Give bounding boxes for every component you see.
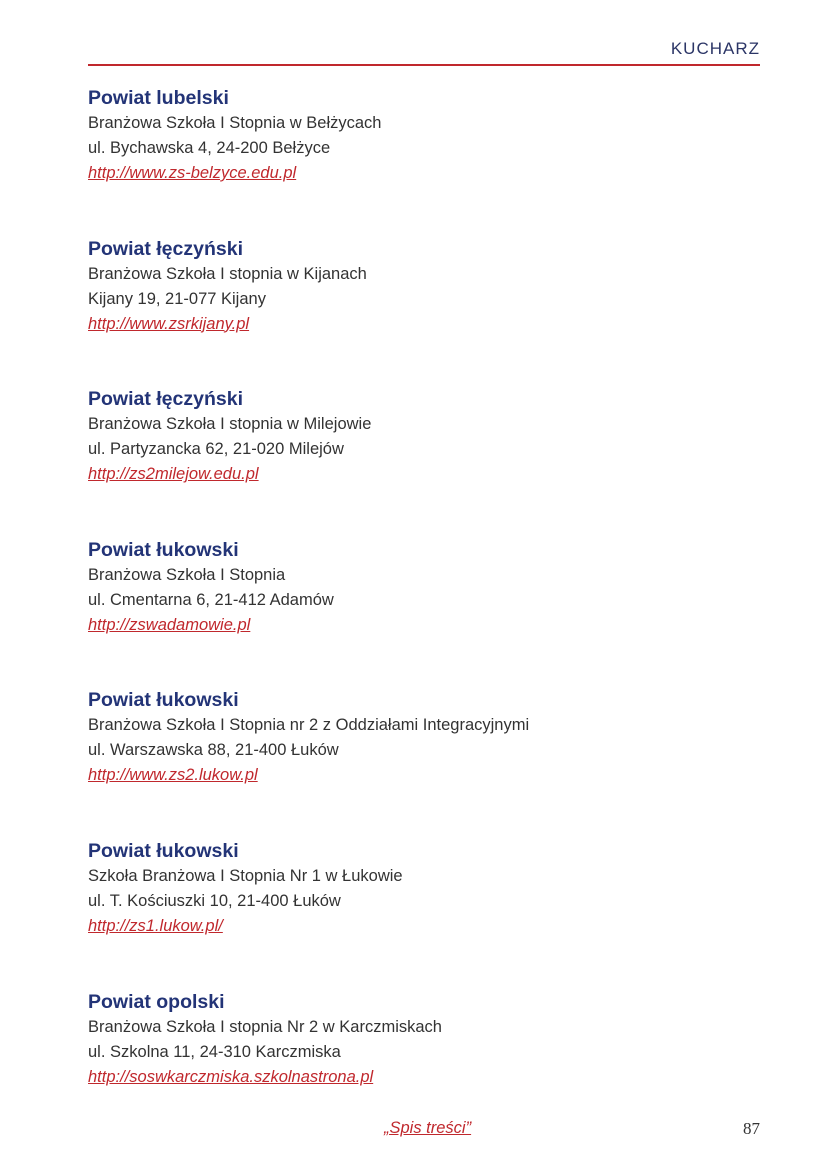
school-website-link[interactable]: http://www.zs-belzyce.edu.pl	[88, 164, 297, 182]
county-heading: Powiat łukowski	[88, 538, 239, 561]
school-address: ul. T. Kościuszki 10, 21-400 Łuków	[88, 891, 341, 910]
header-divider	[88, 64, 760, 66]
page-number: 87	[743, 1119, 760, 1138]
school-name: Branżowa Szkoła I stopnia w Milejowie	[88, 415, 372, 434]
school-name: Szkoła Branżowa I Stopnia Nr 1 w Łukowie	[88, 866, 403, 885]
county-heading: Powiat łęczyński	[88, 388, 243, 411]
school-name: Branżowa Szkoła I Stopnia	[88, 565, 286, 584]
school-list	[88, 86, 529, 1140]
table-of-contents-link[interactable]: „Spis treści”	[384, 1119, 472, 1137]
school-name: Branżowa Szkoła I Stopnia w Bełżycach	[88, 114, 382, 132]
county-heading: Powiat łukowski	[88, 839, 239, 862]
school-address: ul. Bychawska 4, 24-200 Bełżyce	[88, 139, 331, 157]
school-website-link[interactable]: http://zswadamowie.pl	[88, 615, 251, 634]
county-heading: Powiat lubelski	[88, 87, 229, 109]
county-heading: Powiat opolski	[88, 990, 225, 1013]
school-entry	[88, 86, 529, 237]
county-heading: Powiat łęczyński	[88, 237, 243, 260]
school-address: Kijany 19, 21-077 Kijany	[88, 289, 266, 308]
school-name: Branżowa Szkoła I stopnia w Kijanach	[88, 264, 367, 283]
school-entry	[88, 237, 529, 388]
school-address: ul. Warszawska 88, 21-400 Łuków	[88, 741, 339, 760]
running-header-title: KUCHARZ	[670, 39, 760, 58]
school-website-link[interactable]: http://soswkarczmiska.szkolnastrona.pl	[88, 1067, 374, 1086]
school-entry	[88, 839, 529, 990]
school-address: ul. Szkolna 11, 24-310 Karczmiska	[88, 1042, 341, 1061]
school-website-link[interactable]: http://www.zsrkijany.pl	[88, 314, 250, 333]
school-address: ul. Cmentarna 6, 21-412 Adamów	[88, 590, 334, 609]
school-entry	[88, 990, 529, 1141]
school-website-link[interactable]: http://www.zs2.lukow.pl	[88, 766, 258, 785]
school-website-link[interactable]: http://zs1.lukow.pl/	[88, 916, 223, 935]
school-name: Branżowa Szkoła I stopnia Nr 2 w Karczmiskach	[88, 1017, 442, 1036]
county-heading: Powiat łukowski	[88, 689, 239, 712]
school-address: ul. Partyzancka 62, 21-020 Milejów	[88, 440, 344, 459]
school-website-link[interactable]: http://zs2milejow.edu.pl	[88, 465, 259, 484]
school-entry	[88, 538, 529, 689]
school-name: Branżowa Szkoła I Stopnia nr 2 z Oddziałami Integracyjnymi	[88, 716, 530, 735]
school-entry	[88, 688, 529, 839]
school-entry	[88, 387, 529, 538]
